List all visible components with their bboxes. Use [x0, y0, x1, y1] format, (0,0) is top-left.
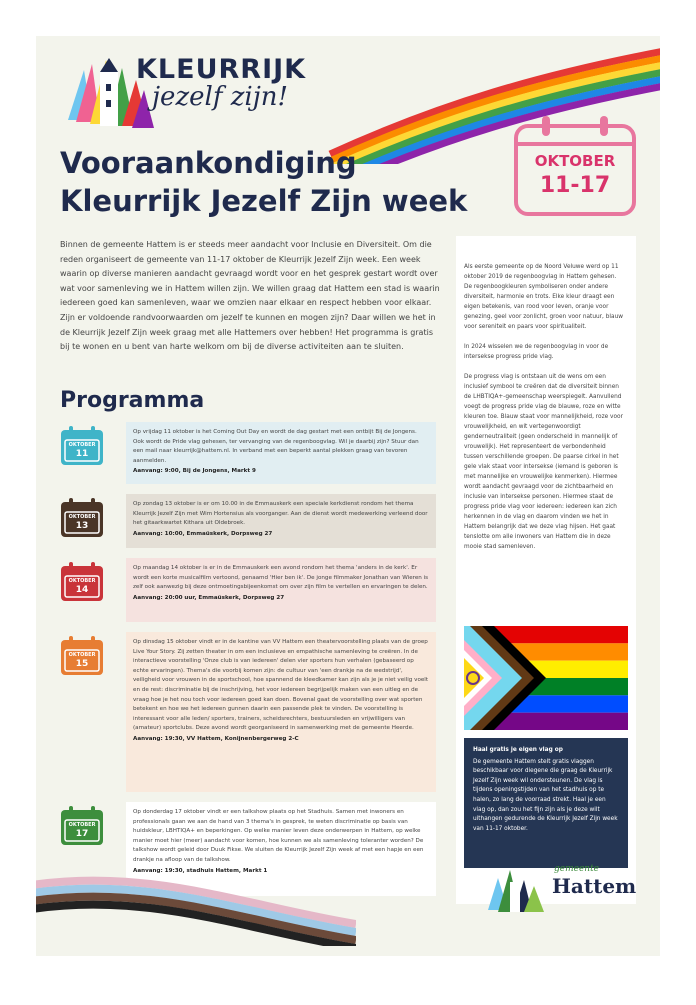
sidebar-paragraph: Als eerste gemeente op de Noord Veluwe werd op 11 oktober 2019 de regenboogvlag in Hattem gehesen. De regenboogkleuren symboliseren onder andere diversiteit, harmonie en trots. Elke kleur draagt een eigen betekenis, van rood voor leven, oranje voor genezing, geel voor zonlicht, groen voor natuur, blauw voor sereniteit en paars voor spiritualiteit.	[464, 264, 623, 330]
intersex-progress-pride-flag	[464, 626, 628, 730]
sidebar-paragraph: De progress vlag is ontstaan uit de wens om een inclusief symbool te creëren dat de diversiteit binnen de LHBTIQA+-gemeenschap weerspiegelt. Aanvullend voegt de progress pride vlag de blauwe, roze en witte kleuren toe. Blauw staat voor mannelijkheid, roze voor vrouwelijkheid, en wit vertegenwoordigt genderneutraliteit (geen onderscheid in mannelijk of vrouwelijk). Het representeert de verbondenheid tussen verschillende groepen. De paarse cirkel in het gele vlak staat voor intersekse (iemand is geboren is met mannelijke en vrouwelijke kenmerken). Hiermee wordt aandacht gevraagd voor de zichtbaarheid en inclusie van intersekse personen. Hiermee staat de progress pride vlag voor iedereen: iedereen kan zich herkennen in de vlag en daarom vinden we het in Hattem belangrijk dat we deze vlag hijsen. Het gaat tenslotte om alle inwoners van Hattem die in deze mooie stad samenleven.	[464, 374, 623, 550]
intro-text: Binnen de gemeente Hattem is er steeds meer aandacht voor Inclusie en Diversiteit. Om die reden organiseert de gemeente van 11-17 oktober de Kleurrijk Jezelf Zijn week. Een week waarin op diverse manieren aandacht gevraagd wordt voor en het gesprek gestart wordt over wat voor samenleving we in Hattem willen zijn. We willen graag dat Hattem een stad is waarin iedereen goed kan samenleven, waar we omzien naar elkaar en respect hebben voor elkaar. Zijn er voldoende randvoorwaarden om jezelf te kunnen en mogen zijn? Daar willen we het in de Kleurrijk Jezelf Zijn week graag met alle Hattemers over hebben! Het programma is gratis bij te wonen en u bent van harte welkom om bij de diverse activiteiten aan te sluiten.	[60, 240, 440, 352]
event-month: OKTOBER	[68, 822, 96, 828]
event-description-box	[126, 422, 436, 484]
event-day: 17	[75, 829, 89, 839]
event-text: Op zondag 13 oktober is er om 10.00 in de Emmauskerk een speciale kerkdienst rondom het thema Kleurrijk Jezelf Zijn met Wim Hortensius als voorganger. Aan de dienst wordt medewerking verleend door het gitaarkwartet Kithara uit Oldebroek.	[133, 501, 428, 527]
event-month: OKTOBER	[68, 514, 96, 520]
sidebar-paragraph: In 2024 wisselen we de regenboogvlag in voor de intersekse progress pride vlag.	[464, 344, 609, 360]
free-flag-text: De gemeente Hattem stelt gratis vlaggen beschikbaar voor diegene die graag de Kleurrijk Jezelf Zijn week wil ondersteunen. De vlag is tijdens openingstijden van het stadhuis op te halen, zo lang de voorraad strekt. Haal je een vlag op, dan zou het fijn zijn als je deze wilt uithangen gedurende de Kleurrijk Jezelf Zijn week van 11-17 oktober.	[473, 758, 618, 832]
event-day: 15	[75, 659, 89, 669]
free-flag-box	[464, 738, 628, 868]
event-start: Aanvang: 9:00, Bij de Jongens, Markt 9	[133, 468, 256, 475]
free-flag-heading: Haal gratis je eigen vlag op	[473, 747, 563, 753]
date-card-month: OKTOBER	[534, 152, 616, 170]
event-start: Aanvang: 19:30, VV Hattem, Konijnenbergerweg 2-C	[133, 735, 299, 742]
event-day: 11	[75, 449, 89, 459]
event-start: Aanvang: 20:00 uur, Emmaüskerk, Dorpsweg 27	[133, 594, 285, 601]
event-month: OKTOBER	[68, 578, 96, 584]
event-description-box	[126, 632, 436, 792]
program-title: Programma	[60, 388, 205, 413]
event-text: Op dinsdag 15 oktober vindt er in de kantine van VV Hattem een theatervoorstelling plaats van de groep Live Your Story. Zij zetten theater in om een inclusieve en empathische samenleving te creëren. In de interactieve voorstelling 'Onze club is van iedereen' delen vier sporters hun verhalen (gebaseerd op echte ervaringen). Thema's die voorbij komen zijn: de cultuur van 'een drankje na de wedstrijd', veiligheid voor vrouwen in de sportschool, hoe spannend de kleedkamer kan zijn als je je niet veilig voelt en de rest: discriminatie bij de inschrijving, het voor iedereen begrijpelijk maken van een uitleg en de vraag hoe je het nou toch voor iedereen goed kan doen. Bovenal gaat de voorstelling over wat sporten betekent en hoe we het iedereen gunnen daarin een passende plek te vinden. De voorstelling is interessant voor alle leden/ sporters, trainers, scheidsrechters, bestuursleden en vrijwilligers van (amateur) sportclubs. Deze avond wordt georganiseerd in samenwerking met de gemeente Heerde.	[133, 639, 429, 732]
event-day: 13	[75, 521, 89, 531]
event-description-box	[126, 494, 436, 548]
event-month: OKTOBER	[68, 442, 96, 448]
municipality-prefix: gemeente	[554, 864, 600, 874]
event-month: OKTOBER	[68, 652, 96, 658]
logo-title: KLEURRIJK	[136, 54, 307, 85]
sidebar-panel	[456, 236, 636, 904]
date-card-days: 11-17	[539, 173, 611, 198]
event-text: Op maandag 14 oktober is er in de Emmauskerk een avond rondom het thema 'anders in de kerk'. Er wordt een korte musicalfilm vertoond, genaamd 'Hier ben ik'. De jonge filmmaker Jonathan van Wieren is zelf ook aanwezig bij deze ontmoetingsbijeenkomst om over zijn film te vertellen en ervaringen te delen.	[133, 565, 429, 591]
municipality-name: Hattem	[552, 874, 637, 898]
logo-subtitle: jezelf zijn!	[152, 82, 289, 112]
event-start: Aanvang: 19:30, stadhuis Hattem, Markt 1	[133, 867, 268, 874]
event-description-box	[126, 558, 436, 622]
poster	[36, 36, 660, 956]
swoosh-bottom	[36, 866, 356, 946]
event-text: Op vrijdag 11 oktober is het Coming Out Day en wordt de dag gestart met een ontbijt Bij de Jongens. Ook wordt de Pride vlag gehesen, ter vervanging van de regenboogvlag. Wil je daarbij zijn? Stuur dan een mail naar kleurrijk@hattem.nl. In verband met een beperkt aantal plekken graag van tevoren aanmelden.	[133, 429, 419, 464]
event-text: Op donderdag 17 oktober vindt er een talkshow plaats op het Stadhuis. Samen met inwoners en professionals gaan we aan de hand van 3 thema's in gesprek, te weten discriminatie op basis van huidskleur, LBHTIQA+ en beperkingen. Op welke manier leven deze onderwerpen in Hattem, op welke manier moet hier (meer) aandacht voor komen, hoe kunnen we als samenleving toleranter worden? De talkshow wordt geleid door Duuk Fikse. We sluiten de Kleurrijk Jezelf Zijn week af met een hapje en een drankje na afloop van de talkshow.	[133, 809, 424, 863]
sidebar-text	[464, 262, 624, 562]
headline: Vooraankondiging Kleurrijk Jezelf Zijn week	[60, 146, 468, 218]
event-start: Aanvang: 10:00, Emmaüskerk, Dorpsweg 27	[133, 530, 273, 537]
event-day: 14	[75, 585, 89, 595]
